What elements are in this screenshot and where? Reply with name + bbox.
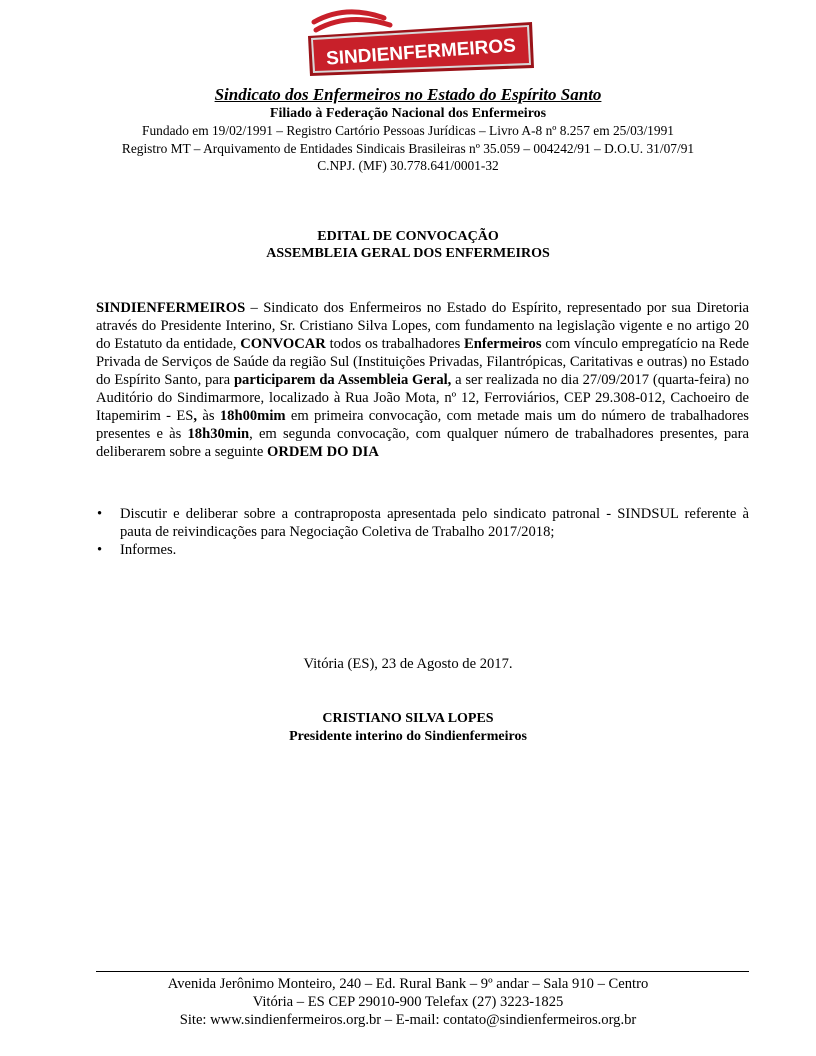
second-call-time: 18h30min xyxy=(187,426,250,442)
assembly-bold: participarem da Assembleia Geral, xyxy=(233,372,452,388)
registry-line: Registro MT – Arquivamento de Entidades Sindicais Brasileiras nº 35.059 – 004242/91 – D.O.U. 31/07/91 xyxy=(121,141,695,156)
agenda-heading: ORDEM DO DIA xyxy=(267,444,379,460)
footer-city: Vitória – ES CEP 29010-900 Telefax (27) 3223-1825 xyxy=(252,994,564,1010)
body-text: todos os trabalhadores xyxy=(325,336,464,352)
footer-address: Avenida Jerônimo Monteiro, 240 – Ed. Rural Bank – 9º andar – Sala 910 – Centro xyxy=(167,976,649,992)
cnpj-line: C.NPJ. (MF) 30.778.641/0001-32 xyxy=(317,158,499,173)
assembly-title: ASSEMBLEIA GERAL DOS ENFERMEIROS xyxy=(266,246,550,261)
signatory-role: Presidente interino do Sindienfermeiros xyxy=(289,729,527,744)
org-bold: SINDIENFERMEIROS xyxy=(96,300,246,316)
footer-contact: Site: www.sindienfermeiros.org.br – E-mail: contato@sindienfermeiros.org.br xyxy=(179,1012,637,1028)
sindienfermeiros-logo xyxy=(306,8,536,76)
comma-bold: , xyxy=(193,408,198,424)
agenda-item xyxy=(96,541,749,559)
signatory-name: CRISTIANO SILVA LOPES xyxy=(322,711,494,726)
bullet-icon: • xyxy=(97,542,103,558)
bullet-icon: • xyxy=(97,506,103,522)
body-text: , em segunda convocação, com qualquer número de trabalhadores presentes, para deliberarem sobre a seguinte xyxy=(96,426,749,460)
logo-text: SINDIENFERMEIROS xyxy=(325,35,517,70)
date-line: Vitória (ES), 23 de Agosto de 2017. xyxy=(303,656,513,672)
body-text: – Sindicato dos Enfermeiros no Estado do Espírito, representado por sua Diretoria através do Presidente Interino, Sr. Cristiano Silva Lopes, com fundamento na legislação vigente e no artigo 20 do Estatuto da entidade, xyxy=(96,300,749,352)
notice-title: EDITAL DE CONVOCAÇÃO xyxy=(317,229,499,244)
enfermeiros-bold: Enfermeiros xyxy=(463,336,542,352)
body-text: com vínculo empregatício na Rede Privada de Serviços de Saúde da região Sul (Instituições Privadas, Filantrópicas, Caritativas e outras) no Estado do Espírito Santo, para xyxy=(96,336,750,388)
agenda-item xyxy=(96,505,749,541)
affiliation: Filiado à Federação Nacional dos Enfermeiros xyxy=(269,106,547,121)
founded-line: Fundado em 19/02/1991 – Registro Cartório Pessoas Jurídicas – Livro A-8 nº 8.257 em 25/03/1991 xyxy=(142,123,674,138)
agenda-list xyxy=(96,505,749,559)
first-call-time: 18h00mim xyxy=(219,408,286,424)
convocar-bold: CONVOCAR xyxy=(240,336,326,352)
agenda-item-text: Informes. xyxy=(120,542,177,558)
body-text: em primeira convocação, com metade mais um do número de trabalhadores presentes e às xyxy=(96,408,749,442)
convocation-paragraph xyxy=(96,299,749,461)
org-name: Sindicato dos Enfermeiros no Estado do Espírito Santo xyxy=(214,85,602,104)
body-text: às xyxy=(197,408,220,424)
footer-divider xyxy=(96,971,749,972)
body-text: a ser realizada no dia 27/09/2017 (quarta-feira) no Auditório do Sindimarmore, localizado à Rua João Mota, nº 12, Ferroviários, CEP 29.308-012, Cachoeiro de Itapemirim - ES xyxy=(96,372,749,424)
agenda-item-text: Discutir e deliberar sobre a contraproposta apresentada pelo sindicato patronal - SINDSUL referente à pauta de reivindicações para Negociação Coletiva de Trabalho 2017/2018; xyxy=(120,506,749,540)
